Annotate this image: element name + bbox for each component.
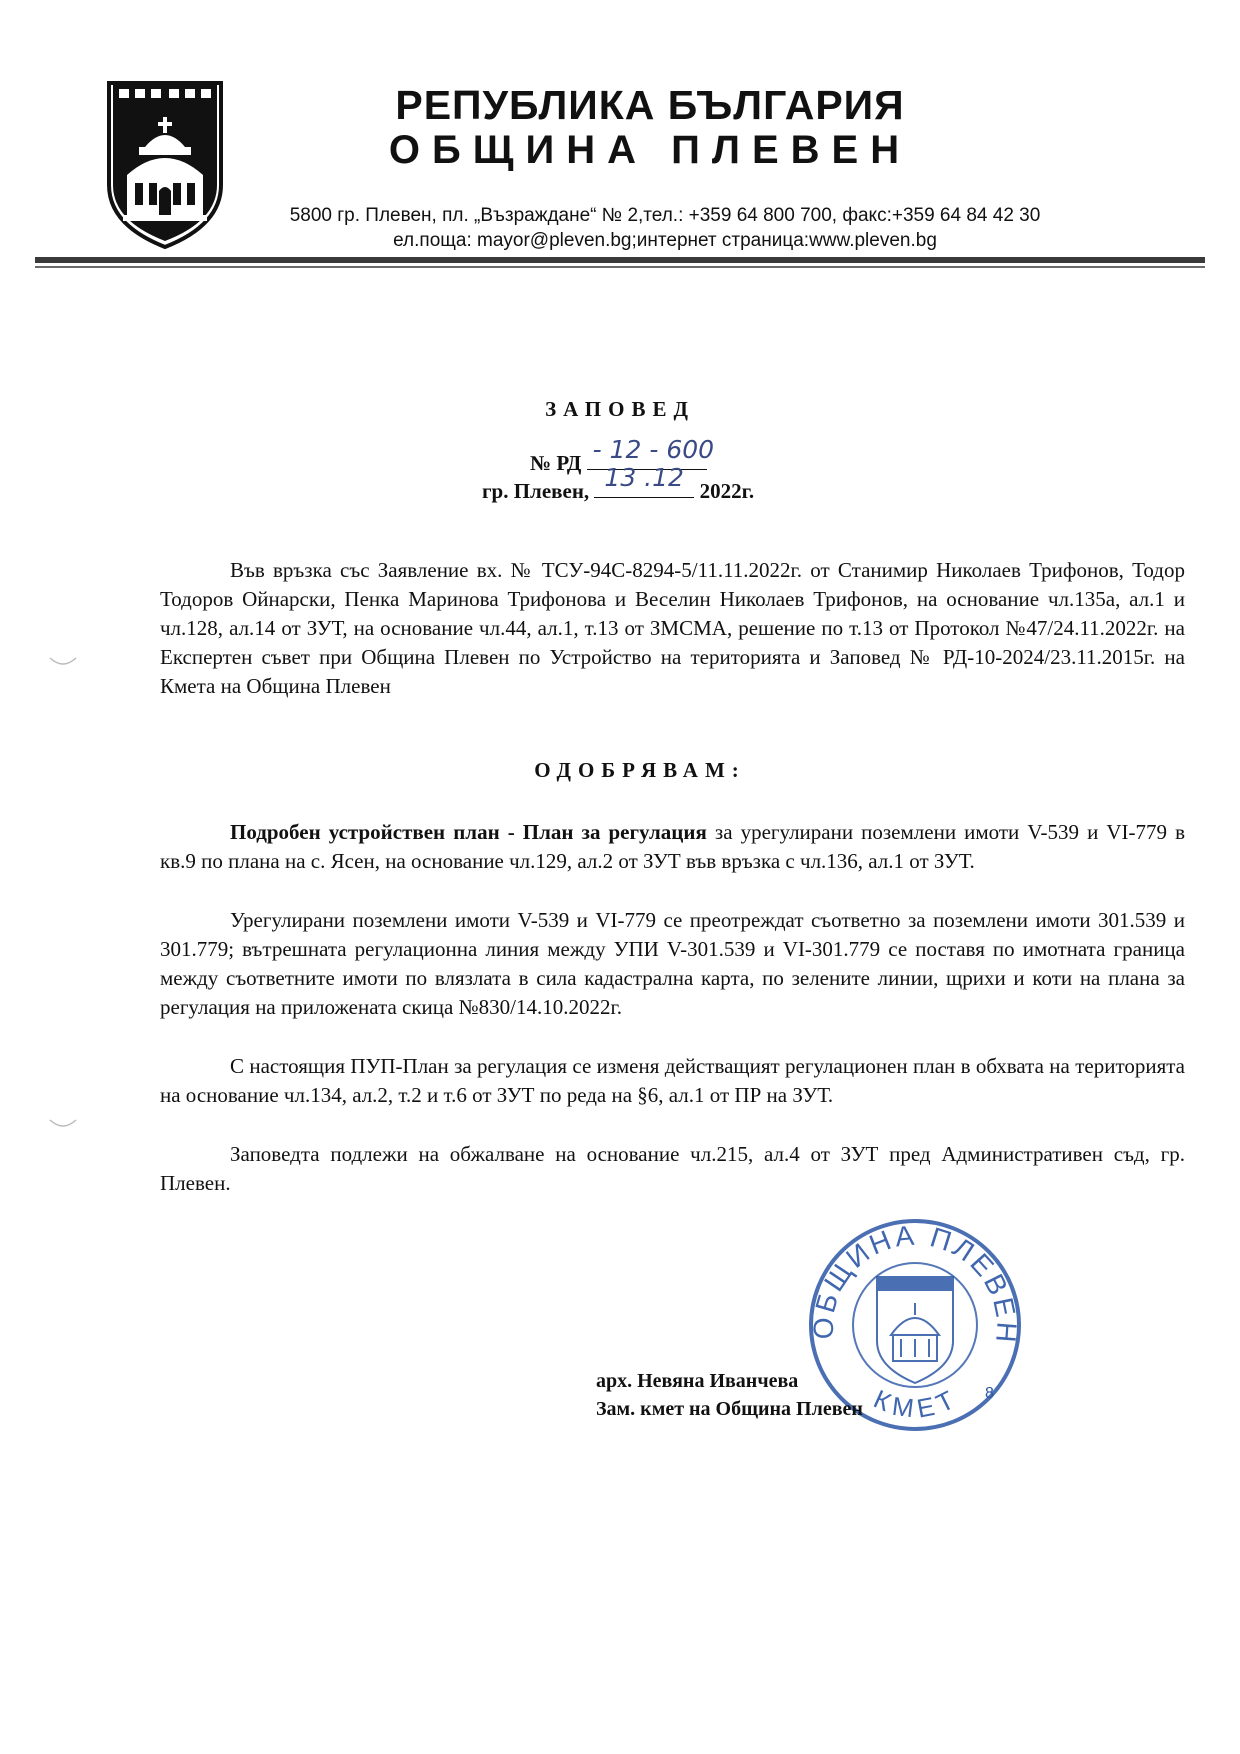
approval-paragraph-1 — [160, 818, 1185, 876]
header-contacts: ел.поща: mayor@pleven.bg;интернет страница:www.pleven.bg — [393, 230, 937, 251]
stamp-arc-text: ОБЩИНА ПЛЕВЕН — [807, 1219, 1023, 1347]
signatory-name: арх. Невяна Иванчева — [596, 1370, 799, 1392]
punch-hole-mark-icon — [48, 656, 78, 668]
signatory-position: Зам. кмет на Община Плевен — [596, 1398, 863, 1420]
punch-hole-mark-icon — [48, 1118, 78, 1130]
stamp-bottom-text: КМЕТ — [869, 1381, 965, 1425]
plan-title: Подробен устройствен план - План за регулация — [230, 820, 707, 844]
header-title-municipality: ОБЩИНА ПЛЕВЕН — [388, 128, 912, 172]
svg-text:КМЕТ — [869, 1382, 964, 1424]
order-date-blank — [594, 463, 694, 498]
header-divider — [35, 257, 1205, 263]
approval-paragraph-2: Урегулирани поземлени имоти V-539 и VI-779 се преотреждат съответно за поземлени имоти 301.539 и 301.779; вътрешната регулационна линия между УПИ V-301.539 и VI-301.779 се поставя по имотната граница между съответните имоти по влязлата в сила кадастрална карта, по зелените линии, щрихи и коти на плана за регулация на приложената скица №830/14.10.2022г. — [160, 908, 1185, 1019]
header-title-country: РЕПУБЛИКА БЪЛГАРИЯ — [395, 82, 905, 128]
approval-paragraph-1-text: за урегулирани поземлени имоти V-539 и VI-779 в кв.9 по плана на с. Ясен, на основание чл.129, ал.2 от ЗУТ във връзка с чл.136, ал.1 от ЗУТ. — [160, 820, 1185, 873]
approval-paragraph-3: С настоящия ПУП-План за регулация се изменя действащият регулационен план в обхвата на територията на основание чл.134, ал.2, т.2 и т.6 от ЗУТ по реда на §6, ал.1 от ПР на ЗУТ. — [160, 1054, 1185, 1107]
intro-paragraph: Във връзка със Заявление вх. № ТСУ-94С-8294-5/11.11.2022г. от Станимир Николаев Трифонов, Тодор Тодоров Ойнарски, Пенка Маринова Трифонова и Веселин Николаев Трифонов, на основание чл.135а, ал.1 и чл.128, ал.14 от ЗУТ, на основание чл.44, ал.1, т.13 от ЗМСМА, решение по т.13 от Протокол №47/24.11.2022г. на Експертен съвет при Община Плевен по Устройство на територията и Заповед № РД-10-2024/23.11.2015г. на Кмета на Община Плевен — [160, 558, 1185, 698]
order-number-handwritten: - 12 - 600 — [592, 435, 715, 464]
order-city-label: гр. Плевен, — [482, 479, 590, 503]
approve-heading: ОДОБРЯВАМ: — [534, 758, 746, 782]
order-number-label: № РД — [530, 451, 582, 475]
order-date-handwritten: 13 .12 — [604, 463, 684, 492]
document-title: ЗАПОВЕД — [545, 397, 695, 421]
order-year: 2022г. — [699, 479, 755, 503]
appeal-paragraph: Заповедта подлежи на обжалване на основание чл.215, ал.4 от ЗУТ пред Административен съд, гр. Плевен. — [160, 1142, 1185, 1195]
coat-of-arms-icon — [105, 75, 225, 250]
stamp-number: 8 — [985, 1385, 994, 1402]
header-divider-thin — [35, 266, 1205, 268]
stamp-crest-icon — [877, 1277, 953, 1383]
header-address: 5800 гр. Плевен, пл. „Възраждане“ № 2,тел.: +359 64 800 700, факс:+359 64 84 42 30 — [289, 205, 1041, 226]
